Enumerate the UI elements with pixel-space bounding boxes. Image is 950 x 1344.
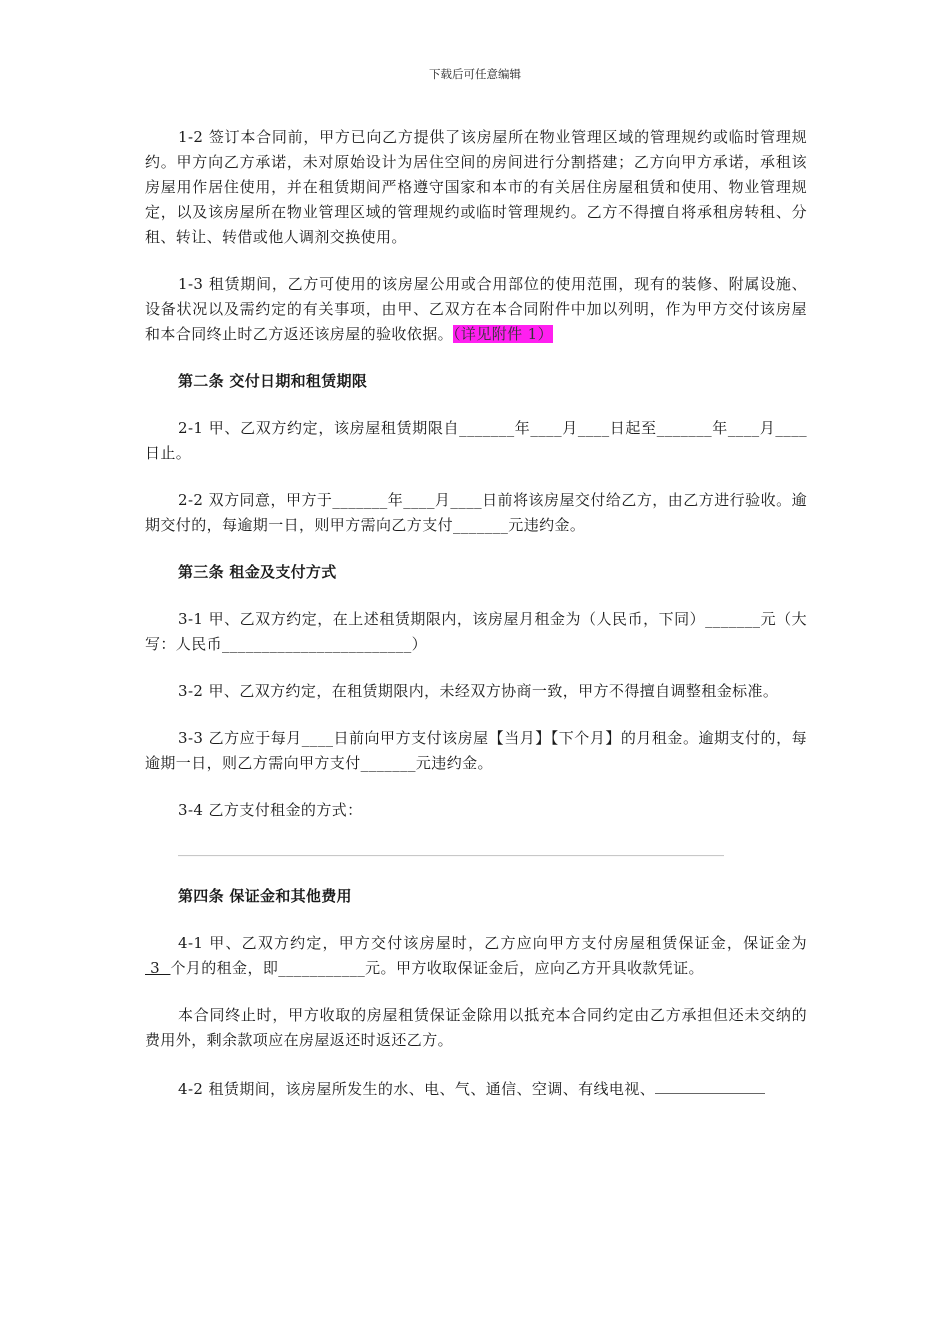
clause-3-4: 3-4 乙方支付租金的方式： xyxy=(178,801,363,819)
clause-2-1: 2-1 甲、乙双方约定，该房屋租赁期限自_______年____月____日起至_______年____月____日止。 xyxy=(145,419,807,462)
clause-4-1 xyxy=(145,931,807,981)
clause-4-2 xyxy=(145,1075,807,1102)
attachment-highlight: （详见附件 1） xyxy=(453,325,554,343)
article-2-heading: 第二条 交付日期和租赁期限 xyxy=(178,372,368,390)
deposit-months: 3 xyxy=(145,959,171,977)
clause-4-1-text-a: 4-1 甲、乙双方约定，甲方交付该房屋时，乙方应向甲方支付房屋租赁保证金，保证金为 xyxy=(178,934,807,952)
clause-1-2: 1-2 签订本合同前，甲方已向乙方提供了该房屋所在物业管理区域的管理规约或临时管理规约。甲方向乙方承诺，未对原始设计为居住空间的房间进行分割搭建；乙方向甲方承诺，承租该房屋用作居住使用，并在租赁期间严格遵守国家和本市的有关居住房屋租赁和使用、物业管理规定，以及该房屋所在物业管理区域的管理规约或临时管理规约。乙方不得擅自将承租房转租、分租、转让、转借或他人调剂交换使用。 xyxy=(145,128,807,246)
payment-method-blank: ____________________________________________________________________________________ xyxy=(178,842,724,857)
page-header: 下载后可任意编辑 xyxy=(429,67,521,81)
clause-3-2: 3-2 甲、乙双方约定，在租赁期限内，未经双方协商一致，甲方不得擅自调整租金标准。 xyxy=(178,682,779,700)
article-3-heading: 第三条 租金及支付方式 xyxy=(178,563,337,581)
clause-4-1-text-b: 个月的租金，即___________元。甲方收取保证金后，应向乙方开具收款凭证。 xyxy=(170,959,704,977)
clause-3-3: 3-3 乙方应于每月____日前向甲方支付该房屋【当月】【下个月】的月租金。逾期支付的，每逾期一日，则乙方需向甲方支付_______元违约金。 xyxy=(145,729,807,772)
clause-4-2-text: 4-2 租赁期间，该房屋所发生的水、电、气、通信、空调、有线电视、 xyxy=(178,1080,656,1098)
clause-2-2: 2-2 双方同意，甲方于_______年____月____日前将该房屋交付给乙方，由乙方进行验收。逾期交付的，每逾期一日，则甲方需向乙方支付_______元违约金。 xyxy=(145,491,807,534)
clause-1-3-text: 1-3 租赁期间，乙方可使用的该房屋公用或合用部位的使用范围，现有的装修、附属设施、设备状况以及需约定的有关事项，由甲、乙双方在本合同附件中加以列明，作为甲方交付该房屋和本合同终止时乙方返还该房屋的验收依据。 xyxy=(145,275,807,343)
article-4-heading: 第四条 保证金和其他费用 xyxy=(178,887,352,905)
clause-4-1-termination: 本合同终止时，甲方收取的房屋租赁保证金除用以抵充本合同约定由乙方承担但还未交纳的费用外，剩余款项应在房屋返还时返还乙方。 xyxy=(145,1006,807,1049)
contract-body xyxy=(145,125,807,1124)
fees-blank-line xyxy=(655,1075,765,1094)
clause-1-3 xyxy=(145,272,807,347)
clause-3-1: 3-1 甲、乙双方约定，在上述租赁期限内，该房屋月租金为（人民币，下同）_______元（大写：人民币________________________） xyxy=(145,610,807,653)
